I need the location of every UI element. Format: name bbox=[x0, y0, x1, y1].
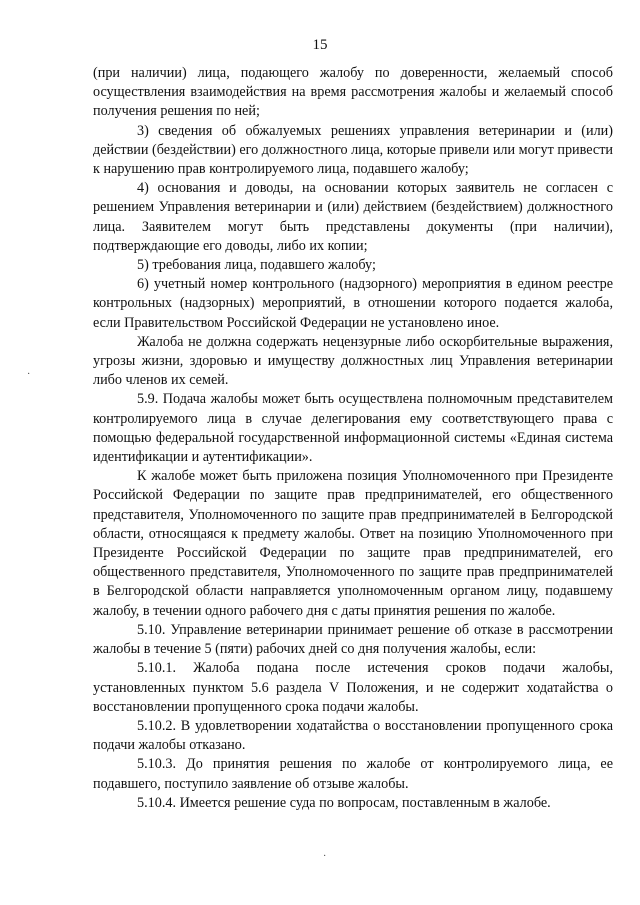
paragraph-6: Жалоба не должна содержать нецензурные либо оскорбительные выражения, угрозы жизни, здоровью и имуществу должностных лиц Управления ветеринарии либо членов их семей. bbox=[93, 333, 613, 389]
paragraph-9: 5.10. Управление ветеринарии принимает решение об отказе в рассмотрении жалобы в течение 5 (пяти) рабочих дней со дня получения жалобы, если: bbox=[93, 621, 613, 658]
paragraph-13: 5.10.4. Имеется решение суда по вопросам, поставленным в жалобе. bbox=[137, 794, 551, 811]
document-body bbox=[93, 64, 613, 813]
paragraph-5: 6) учетный номер контрольного (надзорного) мероприятия в едином реестре контрольных (надзорных) мероприятий, в отношении которого подается жалоба, если Правительством Российской Федерации не установлено иное. bbox=[93, 276, 613, 331]
paragraph-4: 5) требования лица, подавшего жалобу; bbox=[137, 257, 376, 274]
paragraph-7: 5.9. Подача жалобы может быть осуществлена полномочным представителем контролируемого лица в случае делегирования ему соответствующего права с помощью федеральной государственной информационной системы «Единая система идентификации и аутентификации». bbox=[93, 391, 613, 466]
paragraph-11: 5.10.2. В удовлетворении ходатайства о восстановлении пропущенного срока подачи жалобы отказано. bbox=[93, 717, 613, 754]
paragraph-1: (при наличии) лица, подающего жалобу по доверенности, желаемый способ осуществления взаимодействия на время рассмотрения жалобы и желаемый способ получения решения по ней; bbox=[93, 65, 613, 120]
paragraph-8: К жалобе может быть приложена позиция Уполномоченного при Президенте Российской Федерации по защите прав предпринимателей, его общественного представителя, Уполномоченного по защите прав предпринимателей в Белгородской области, относящаяся к предмету жалобы. Ответ на позицию Уполномоченного при Президенте Российской Федерации по защите прав предпринимателей, его общественного представителя, Уполномоченного по защите прав предпринимателей в Белгородской области направляется уполномоченным органом лицу, подавшему жалобу, в течении одного рабочего дня с даты принятия решения по жалобе. bbox=[93, 468, 613, 619]
paragraph-3: 4) основания и доводы, на основании которых заявитель не согласен с решением Управления ветеринарии и (или) действием (бездействием) должностного лица. Заявителем могут быть представлены документы (при наличии), подтверждающие его доводы, либо их копии; bbox=[93, 180, 613, 254]
page-number: 15 bbox=[312, 37, 328, 53]
paragraph-10: 5.10.1. Жалоба подана после истечения сроков подачи жалобы, установленных пунктом 5.6 раздела V Положения, и не содержит ходатайства о восстановлении пропущенного срока подачи жалобы. bbox=[93, 660, 613, 715]
scan-speck: · bbox=[323, 851, 327, 862]
paragraph-2: 3) сведения об обжалуемых решениях управления ветеринарии и (или) действии (бездействии) его должностного лица, которые привели или могут привести к нарушению прав контролируемого лица, подавшего жалобу; bbox=[93, 122, 614, 178]
scan-speck: · bbox=[27, 369, 31, 380]
paragraph-12: 5.10.3. До принятия решения по жалобе от контролируемого лица, ее подавшего, поступило заявление об отзыве жалобы. bbox=[93, 756, 613, 792]
